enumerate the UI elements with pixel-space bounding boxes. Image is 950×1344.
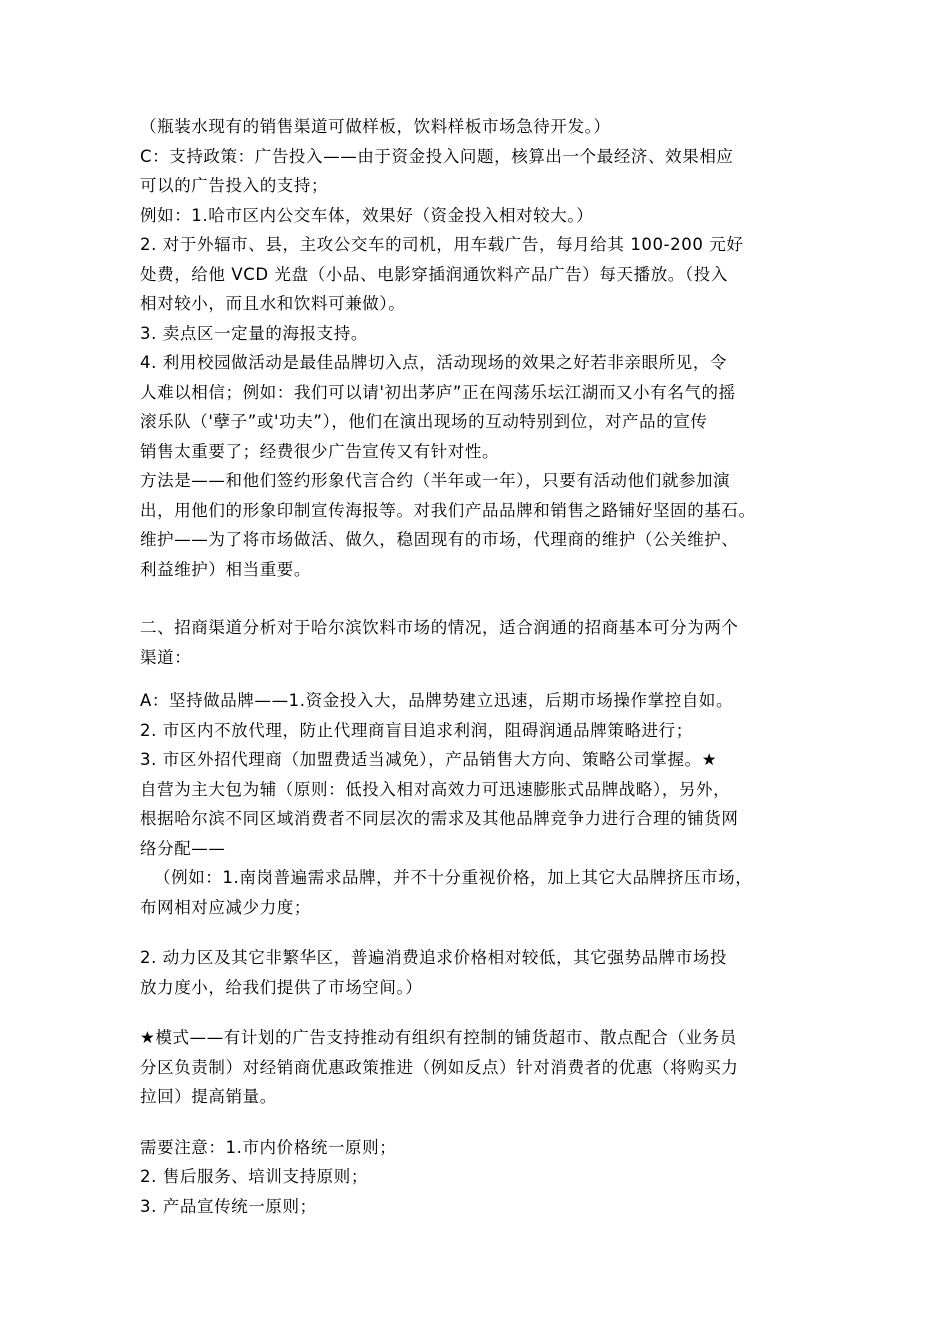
text-line: 2. 售后服务、培训支持原则； <box>140 1167 368 1186</box>
text-line: 渠道： <box>140 647 192 667</box>
text-line: 4. 利用校园做活动是最佳品牌切入点，活动现场的效果之好若非亲眼所见，令 <box>140 353 728 372</box>
paragraph-gap <box>140 584 824 613</box>
text-line: 自营为主大包为辅（原则：低投入相对高效力可迅速膨胀式品牌战略），另外， <box>140 779 731 799</box>
text-line: 处费，给他 VCD 光盘（小品、电影穿插润通饮料产品广告）每天播放。（投入 <box>140 264 728 284</box>
paragraph-gap <box>140 1112 824 1133</box>
text-line: 放力度小，给我们提供了市场空间。） <box>140 977 423 997</box>
text-line: 拉回）提高销量。 <box>140 1087 277 1106</box>
text-line: C：支持政策：广告投入——由于资金投入问题，核算出一个最经济、效果相应 <box>140 146 734 166</box>
text-line: （瓶装水现有的销售渠道可做样板，饮料样板市场急待开发。） <box>140 117 611 136</box>
text-line: A：坚持做品牌——1.资金投入大，品牌势建立迅速，后期市场操作掌控自如。 <box>140 691 734 710</box>
text-line: 3. 卖点区一定量的海报支持。 <box>140 323 368 343</box>
text-line: （例如：1.南岗普遍需求品牌，并不十分重视价格，加上其它大品牌挤压市场， <box>154 868 753 887</box>
text-line: 根据哈尔滨不同区域消费者不同层次的需求及其他品牌竞争力进行合理的铺货网 <box>140 809 739 828</box>
paragraph-gap <box>140 672 824 686</box>
section-heading: 二、招商渠道分析对于哈尔滨饮料市场的情况，适合润通的招商基本可分为两个 <box>140 618 739 637</box>
text-line: 布网相对应减少力度； <box>140 897 311 917</box>
text-line: 络分配—— <box>140 838 226 858</box>
text-line: 相对较小，而且水和饮料可兼做）。 <box>140 294 406 313</box>
text-line: 3. 产品宣传统一原则； <box>140 1196 317 1216</box>
text-line: 方法是——和他们签约形象代言合约（半年或一年），只要有活动他们就参加演 <box>140 471 731 490</box>
text-line: 利益维护）相当重要。 <box>140 559 311 579</box>
text-line: 2. 对于外辐市、县，主攻公交车的司机，用车载广告，每月给其 100-200 元好 <box>140 235 744 254</box>
text-line: 销售太重要了；经费很少广告宣传又有针对性。 <box>140 441 500 461</box>
text-line: 分区负责制）对经销商优惠政策推进（例如反点）针对消费者的优惠（将购买力 <box>140 1057 739 1077</box>
text-line: 人难以相信；例如：我们可以请'初出茅庐”正在闯荡乐坛江湖而又小有名气的摇 <box>140 382 736 402</box>
document-page <box>140 112 824 1221</box>
text-line: 出，用他们的形象印制宣传海报等。对我们产品品牌和销售之路铺好坚固的基石。 <box>140 500 756 520</box>
text-line: ★模式——有计划的广告支持推动有组织有控制的铺货超市、散点配合（业务员 <box>140 1028 737 1047</box>
text-line: 3. 市区外招代理商（加盟费适当减免），产品销售大方向、策略公司掌握。★ <box>140 750 718 769</box>
paragraph-gap <box>140 1002 824 1023</box>
text-line: 可以的广告投入的支持； <box>140 176 329 195</box>
text-line: 2. 动力区及其它非繁华区，普遍消费追求价格相对较低，其它强势品牌市场投 <box>140 948 728 967</box>
text-line: 需要注意：1.市内价格统一原则； <box>140 1137 397 1157</box>
paragraph-gap <box>140 922 824 943</box>
text-line: 滚乐队（'孽子”或'功夫”），他们在演出现场的互动特别到位，对产品的宣传 <box>140 412 708 431</box>
text-line: 维护——为了将市场做活、做久，稳固现有的市场，代理商的维护（公关维护、 <box>140 530 739 549</box>
text-line: 例如：1.哈市区内公交车体，效果好（资金投入相对较大。） <box>140 205 594 225</box>
text-line: 2. 市区内不放代理，防止代理商盲目追求利润，阻碍润通品牌策略进行； <box>140 720 693 740</box>
